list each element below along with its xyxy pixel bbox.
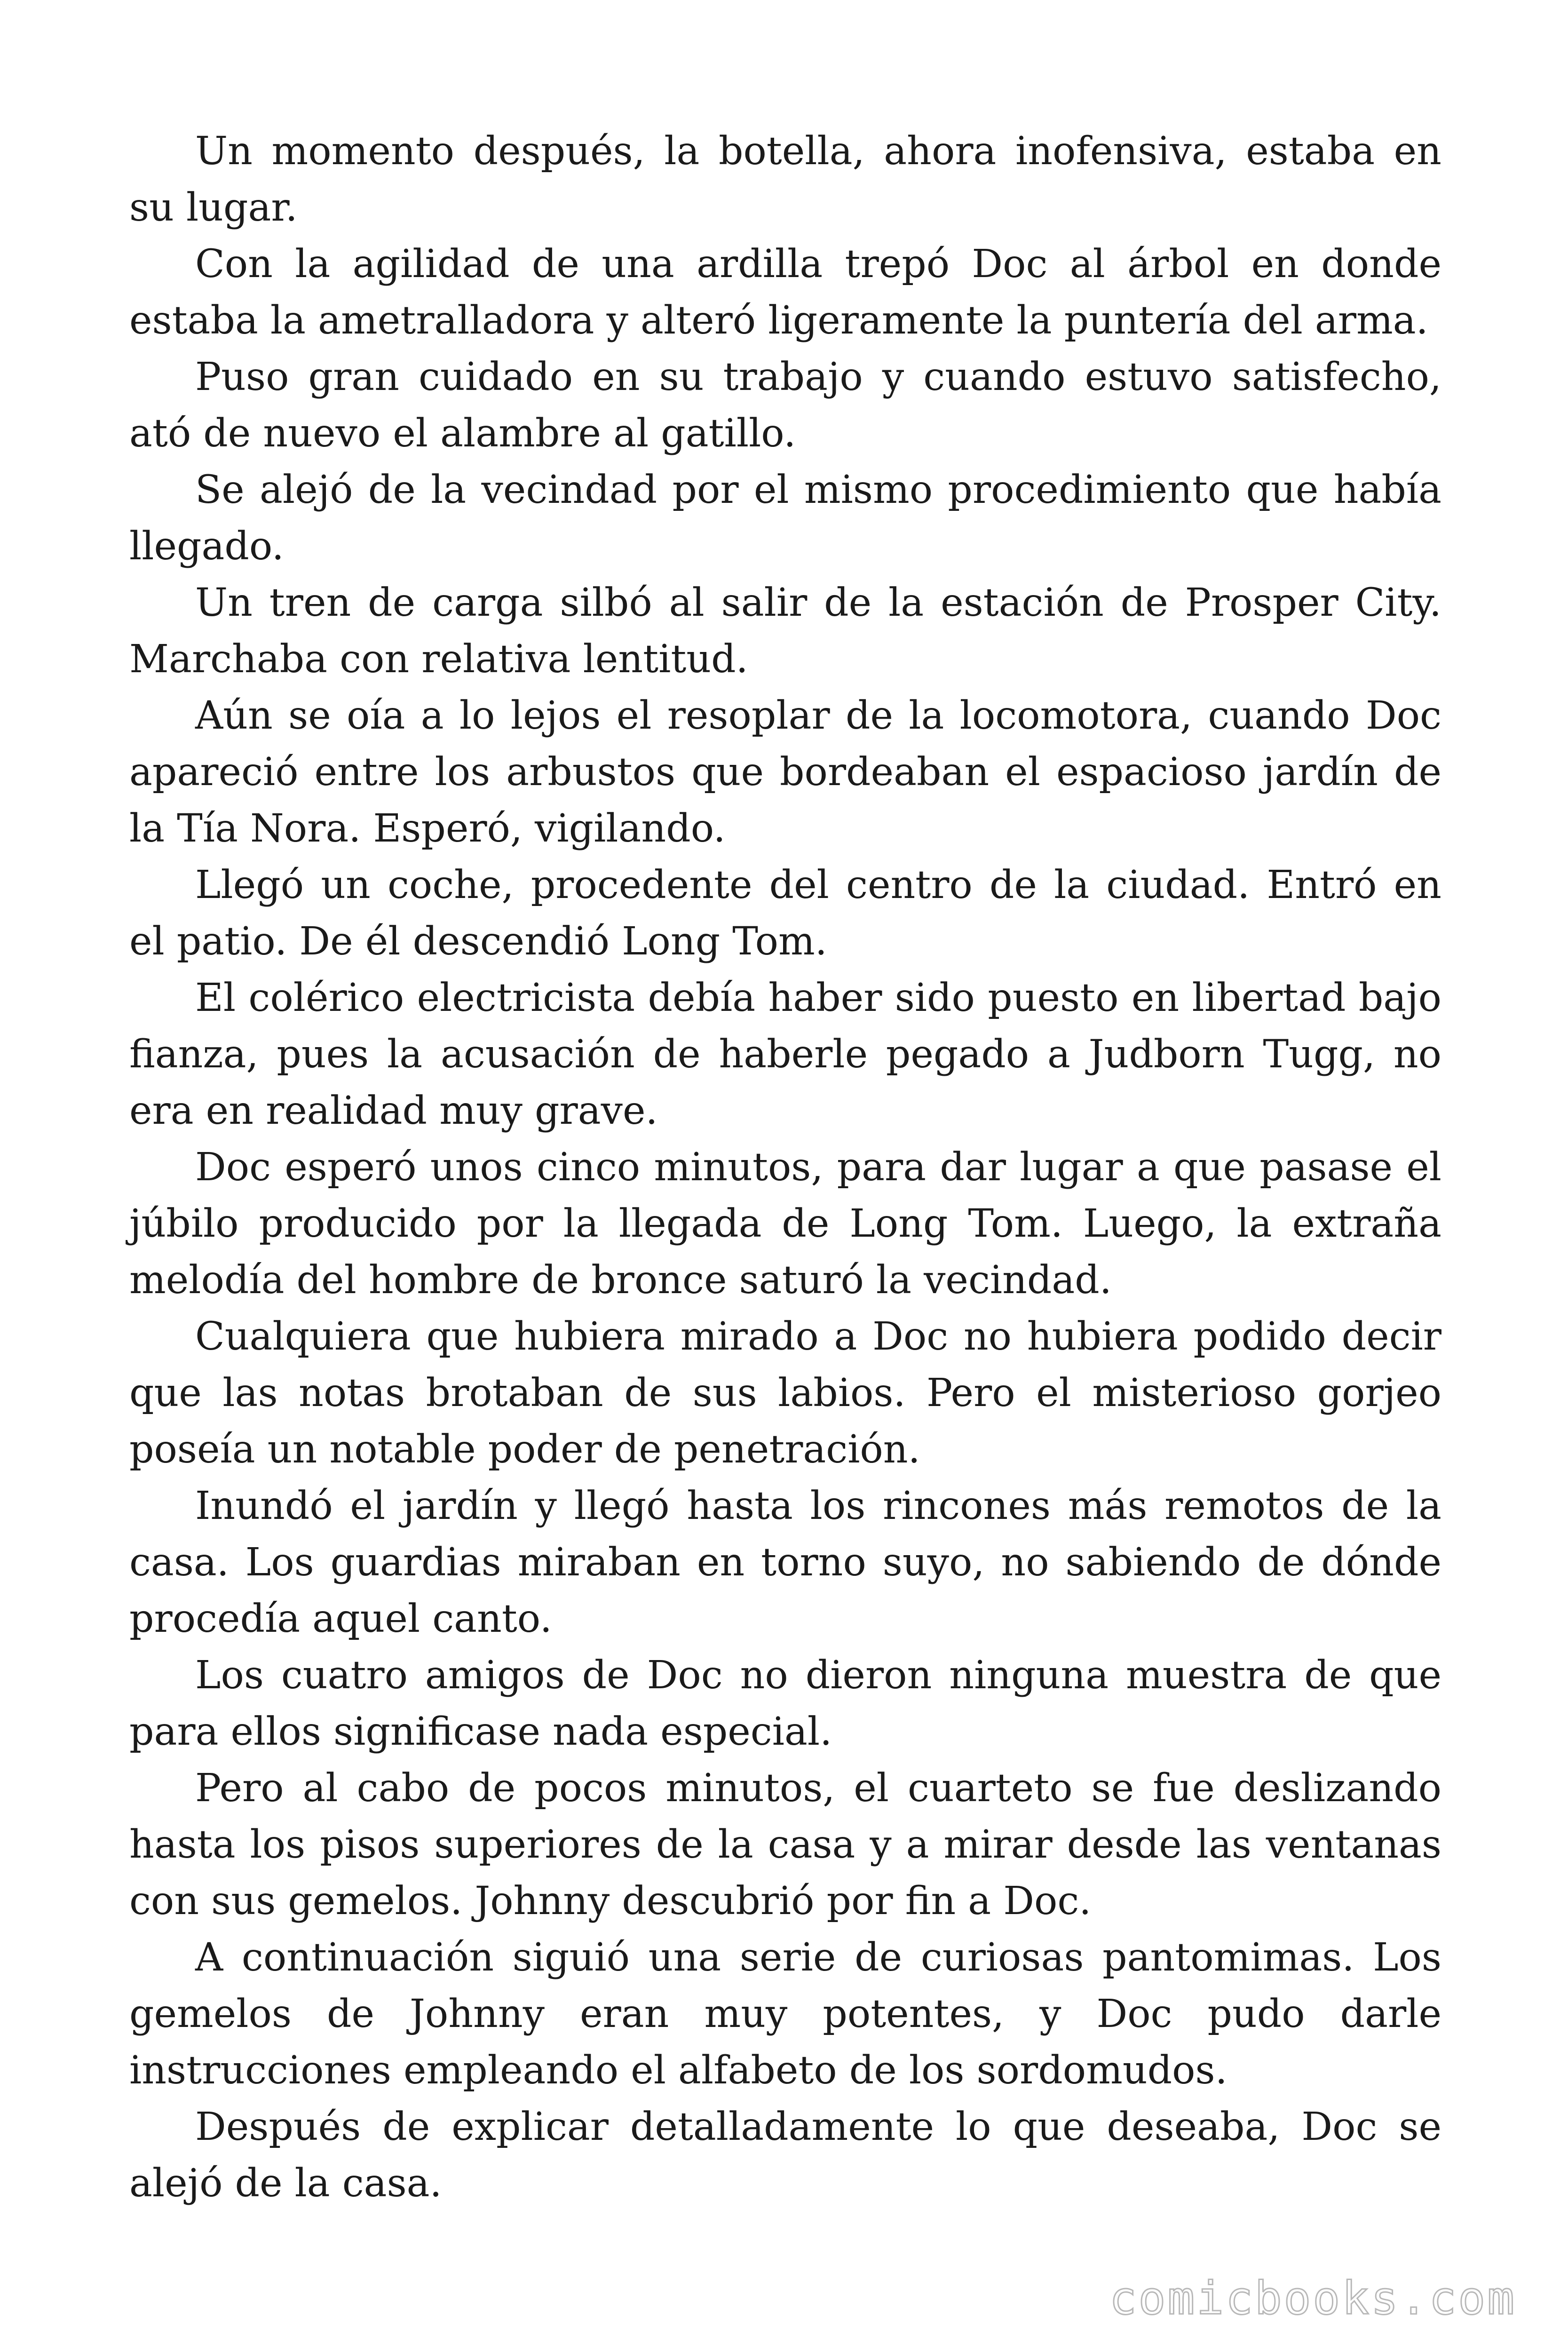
paragraph: Con la agilidad de una ardilla trepó Doc al árbol en donde estaba la ametralladora y alteró ligeramente la puntería del arma. — [129, 242, 1441, 343]
paragraph: Pero al cabo de pocos minutos, el cuarteto se fue deslizando hasta los pisos superiores de la casa y a mirar desde las ventanas con sus gemelos. Johnny descubrió por fin a Doc. — [129, 1766, 1441, 1923]
paragraph: Doc esperó unos cinco minutos, para dar lugar a que pasase el júbilo producido por la llegada de Long Tom. Luego, la extraña melodía del hombre de bronce saturó la vecindad. — [129, 1145, 1441, 1303]
paragraph: Los cuatro amigos de Doc no dieron ninguna muestra de que para ellos significase nada especial. — [129, 1653, 1441, 1754]
paragraph: El colérico electricista debía haber sido puesto en libertad bajo fianza, pues la acusación de haberle pegado a Judborn Tugg, no era en realidad muy grave. — [129, 976, 1441, 1133]
paragraph: Aún se oía a lo lejos el resoplar de la locomotora, cuando Doc apareció entre los arbustos que bordeaban el espacioso jardín de la Tía Nora. Esperó, vigilando. — [129, 693, 1441, 851]
paragraph: Inundó el jardín y llegó hasta los rincones más remotos de la casa. Los guardias miraban en torno suyo, no sabiendo de dónde procedía aquel canto. — [129, 1484, 1441, 1641]
paragraph: Puso gran cuidado en su trabajo y cuando estuvo satisfecho, ató de nuevo el alambre al gatillo. — [129, 355, 1441, 456]
paragraph: Un momento después, la botella, ahora inofensiva, estaba en su lugar. — [129, 129, 1441, 230]
paragraph: Un tren de carga silbó al salir de la estación de Prosper City. Marchaba con relativa lentitud. — [129, 580, 1441, 682]
paragraph: Cualquiera que hubiera mirado a Doc no hubiera podido decir que las notas brotaban de sus labios. Pero el misterioso gorjeo poseía un notable poder de penetración. — [129, 1314, 1441, 1472]
paragraph: A continuación siguió una serie de curiosas pantomimas. Los gemelos de Johnny eran muy potentes, y Doc pudo darle instrucciones empleando el alfabeto de los sordomudos. — [129, 1935, 1441, 2093]
body-text — [129, 123, 1441, 2212]
watermark: comicbooks.com — [1109, 2272, 1516, 2325]
paragraph: Después de explicar detalladamente lo que deseaba, Doc se alejó de la casa. — [129, 2105, 1441, 2206]
paragraph: Llegó un coche, procedente del centro de la ciudad. Entró en el patio. De él descendió Long Tom. — [129, 863, 1441, 964]
paragraph: Se alejó de la vecindad por el mismo procedimiento que había llegado. — [129, 468, 1441, 569]
